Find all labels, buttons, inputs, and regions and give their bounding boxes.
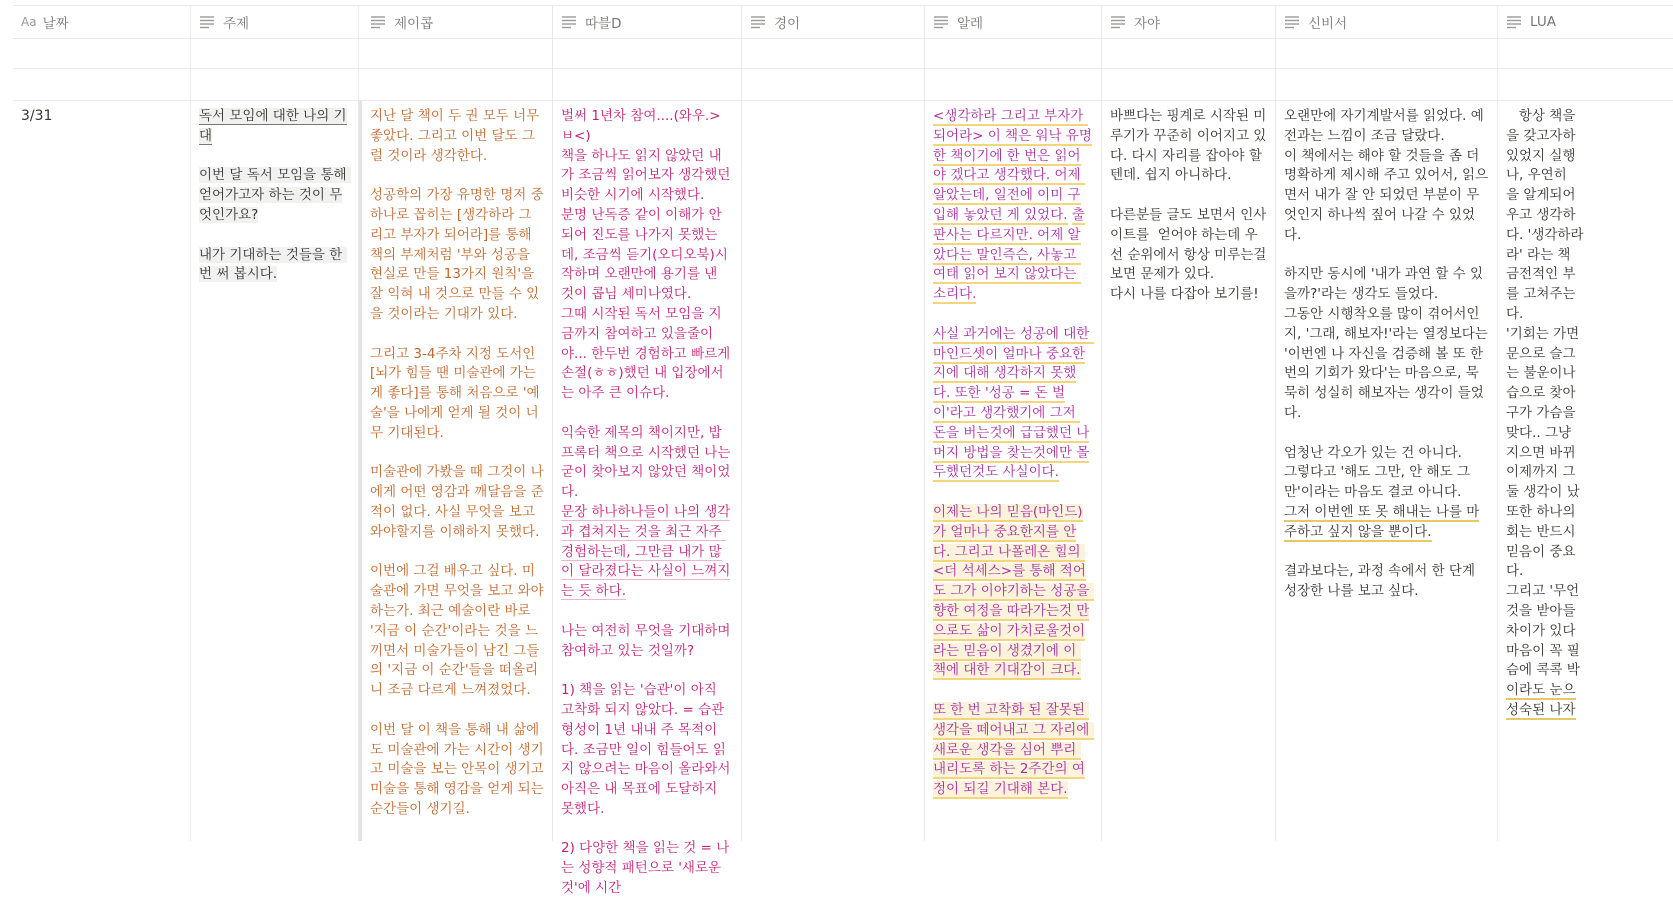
jacob-paragraph: 이번 달 이 책을 통해 내 삶에도 미술관에 가는 시간이 생기고 미술을 보는 안목이 생기고 미술을 통해 영감을 얻게 되는 순간들이 생기길.: [370, 721, 548, 817]
cell-jacob[interactable]: [362, 37, 553, 68]
text-lines-icon: [1506, 15, 1522, 29]
table-row[interactable]: [13, 69, 1673, 101]
column-header-label: 신비서: [1308, 16, 1348, 32]
text-lines-icon: [370, 15, 386, 29]
cell-ddd[interactable]: [553, 69, 742, 100]
column-header-label: 제이콥: [394, 16, 434, 32]
ddd-paragraph: 벌써 1년차 참여....(와우.>ㅂ<) 책을 하나도 읽지 않았던 내가 조금씩 읽어보자 생각했던 비슷한 시기에 시작했다.: [561, 108, 731, 204]
cell-sinbiseo[interactable]: [1276, 37, 1498, 68]
cell-gyeongi[interactable]: [742, 101, 925, 841]
cell-jacob[interactable]: [362, 69, 553, 100]
ddd-paragraph: 익숙한 제목의 책이지만, 밥프록터 책으로 시작했던 나는 굳이 찾아보지 않았던 책이었다.: [561, 424, 735, 501]
cell-jacob[interactable]: [362, 101, 553, 841]
jacob-paragraph: 성공학의 가장 유명한 명저 중 하나로 꼽히는 [생각하라 그리고 부자가 되어라]를 통해 책의 부제처럼 '부와 성공을 현실로 만들 13가지 원칙'을 잘 익혀 내 것으로 만들 수 있을 것이라는 기대가 있다.: [370, 187, 548, 322]
topic-title: 독서 모임에 대한 나의 기대: [199, 108, 347, 144]
jacob-paragraph: 그리고 3-4주차 지정 도서인 [뇌가 힘들 땐 미술관에 가는 게 좋다]를 통해 처음으로 '예술'을 나에게 얻게 될 것이 너무 기대된다.: [370, 345, 541, 441]
column-header-jaya[interactable]: [1102, 6, 1276, 38]
cell-lua[interactable]: [1498, 69, 1673, 100]
column-header-sinbiseo[interactable]: [1276, 6, 1498, 38]
column-header-label: 경이: [774, 16, 801, 32]
alle-highlighted-text: 또 한 번 고착화 된 잘못된 생각을 떼어내고 그 자리에 새로운 생각을 심어 뿌리 내리도록 하는 2주간의 여정이 되길 기대해 본다.: [933, 701, 1094, 798]
cell-ddd[interactable]: [553, 101, 742, 897]
column-header-label: 날짜: [42, 16, 69, 32]
column-header-label: LUA: [1530, 14, 1556, 30]
jaya-paragraph: 다른분들 글도 보면서 인사이트를 얻어야 하는데 우선 순위에서 항상 미루는걸 보면 문제가 있다. 다시 나를 다잡아 보기를!: [1110, 206, 1267, 303]
cell-date[interactable]: [13, 101, 191, 841]
cell-alle[interactable]: [925, 69, 1102, 100]
ddd-paragraph: 분명 난독증 같이 이해가 안되어 진도를 나가지 못했는데, 조금씩 듣기(오디오북)시작하며 오랜만에 용기를 낸 것이 콥님 세미나였다.: [561, 206, 728, 303]
cell-date[interactable]: [13, 37, 191, 68]
text-lines-icon: [561, 15, 577, 29]
ddd-highlighted-sentence: 문장 하나하나들이 나의 생각과 겹쳐지는 것을 최근 자주 경험하는데, 그만큼 내가 많이 달라졌다는 사실이 느껴지는 듯 하다.: [561, 503, 731, 600]
cell-alle[interactable]: [925, 37, 1102, 68]
column-header-topic[interactable]: [191, 6, 359, 38]
cell-ddd[interactable]: [553, 37, 742, 68]
column-header-lua[interactable]: [1498, 6, 1673, 38]
cell-date[interactable]: [13, 69, 191, 100]
column-header-date[interactable]: [13, 6, 191, 38]
text-lines-icon: [750, 15, 766, 29]
table-header: [13, 5, 1673, 39]
jacob-paragraph: 이번에 그걸 배우고 싶다. 미술관에 가면 무엇을 보고 와야 하는가. 최근 예술이란 바로 '지금 이 순간'이라는 것을 느끼면서 미술가들이 남긴 그들의 '지금 이 순간'들을 떠올리니 조금 다르게 느껴졌었다.: [370, 563, 548, 699]
cell-lua[interactable]: [1498, 101, 1673, 841]
cell-topic[interactable]: [191, 69, 359, 100]
column-header-label: 따블D: [585, 16, 622, 32]
column-header-alle[interactable]: [925, 6, 1102, 38]
cell-jaya[interactable]: [1102, 69, 1276, 100]
jacob-paragraph: 지난 달 책이 두 권 모두 너무 좋았다. 그리고 이번 달도 그럴 것이라 생각한다.: [370, 108, 544, 164]
ddd-paragraph: 나는 여전히 무엇을 기대하며 참여하고 있는 것일까?: [561, 622, 735, 659]
cell-gyeongi[interactable]: [742, 37, 925, 68]
topic-prompt: 내가 기대하는 것들을 한 번 써 봅시다.: [199, 246, 347, 283]
lua-paragraph: '기회는 가면 문으로 슬그 는 불운이나 습으로 찾아 구가 가슴을 맞다.. 그냥 지으면 바뀌 이제까지 그 둘 생각이 났 또한 하나의 회는 반드시 믿음이 중요 다. 그리고 '무언 것을 받아들 차이가 있다 마음이 꼭 필 슴에 콕콕 박: [1506, 325, 1580, 679]
text-lines-icon: [933, 15, 949, 29]
column-header-gyeongi[interactable]: [742, 6, 925, 38]
cell-sinbiseo[interactable]: [1276, 101, 1498, 841]
ddd-paragraph: 1) 책을 읽는 '습관'이 아직 고착화 되지 않았다. = 습관 형성이 1년 내내 주 목적이다. 조금만 일이 힘들어도 읽지 않으려는 마음이 올라와서 아직은 내 목표에 도달하지 못했다.: [561, 682, 735, 817]
sinbiseo-paragraph: 오랜만에 자기계발서를 읽었다. 예전과는 느낌이 조금 달랐다. 이 책에서는 해야 할 것들을 좀 더 명확하게 제시해 주고 있어서, 읽으면서 내가 잘 안 되었던 부분이 무엇인지 하나씩 짚어 나갈 수 있었다.: [1284, 108, 1489, 243]
cell-topic[interactable]: [191, 101, 359, 841]
sinbiseo-paragraph: 결과보다는, 과정 속에서 한 단계 성장한 나를 보고 싶다.: [1284, 563, 1480, 600]
cell-lua[interactable]: [1498, 37, 1673, 68]
alle-highlighted-text: 이제는 나의 믿음(마인드)가 얼마나 중요한지를 안다. 그리고 나폴레온 힐의 <더 석세스>를 통해 적어도 그가 이야기하는 성공을 향한 여정을 따라가는것 만으로도 삶이 가치로울것이라는 믿음이 생겼기에 이 책에 대한 기대감이 크다.: [933, 503, 1094, 679]
text-lines-icon: [1110, 15, 1126, 29]
table-row[interactable]: [13, 37, 1673, 69]
sinbiseo-highlighted-sentence: 그저 이번엔 또 못 해내는 나를 마주하고 싶지 않을 뿐이다.: [1284, 503, 1480, 540]
column-header-label: 자야: [1134, 16, 1161, 32]
ddd-paragraph: 그때 시작된 독서 모임을 지금까지 참여하고 있을줄이야... 한두번 경험하고 빠르게 손절(ㅎㅎ)했던 내 입장에서는 아주 큰 이슈다.: [561, 305, 735, 402]
lua-highlighted-sentence: 이라도 눈으 성숙된 나자: [1506, 682, 1576, 718]
alle-highlighted-text: 사실 과거에는 성공에 대한 마인드셋이 얼마나 중요한지에 대해 생각하지 못했다. 또한 '성공 = 돈 벌이'라고 생각했기에 그저 돈을 버는것에 급급했던 나머지 방법을 찾는것에만 몰두했던것도 사실이다.: [933, 325, 1094, 481]
title-aa-icon: Aa: [21, 15, 37, 29]
sinbiseo-paragraph: 엄청난 각오가 있는 건 아니다. 그렇다고 '해도 그만, 안 해도 그만'이라는 마음도 결코 아니다.: [1284, 444, 1470, 501]
cell-sinbiseo[interactable]: [1276, 69, 1498, 100]
alle-highlighted-text: <생각하라 그리고 부자가 되어라> 이 책은 워낙 유명한 책이기에 한 번은 읽어야 겠다고 생각했다. 어제 알았는데, 일전에 이미 구입해 놓았던 게 있었다.: [933, 108, 1092, 223]
column-header-label: 알레: [957, 16, 984, 32]
lua-paragraph: 항상 책을 을 갖고자하 있었지 실행 나, 우연히 을 알게되어 우고 생각하 다. '생각하라 라' 라는 책 금전적인 부 를 고쳐주는 다.: [1506, 108, 1584, 322]
sinbiseo-paragraph: 하지만 동시에 '내가 과연 할 수 있을까?'라는 생각도 들었다. 그동안 시행착오를 많이 겪어서인지, '그래, 해보자!'라는 열정보다는 '이번엔 나 자신을 검증해 볼 또 한 번의 기회가 왔다'는 마음으로, 묵묵히 성실히 해보자는 생각이 들었다.: [1284, 266, 1488, 421]
jacob-paragraph: 미술관에 가봤을 때 그것이 나에게 어떤 영감과 깨달음을 준 적이 없다. 사실 무엇을 보고 와야할지를 이해하지 못했다.: [370, 464, 548, 540]
cell-alle[interactable]: [925, 101, 1102, 841]
column-header-jacob[interactable]: [362, 6, 553, 38]
jaya-paragraph: 바쁘다는 핑계로 시작된 미루기가 꾸준히 이어지고 있다. 다시 자리를 잡아야 할텐데. 쉽지 아니하다.: [1110, 108, 1267, 184]
ddd-paragraph: 2) 다양한 책을 읽는 것 = 나는 성향적 패턴으로 '새로운 것'에 시간: [561, 840, 730, 897]
cell-jaya[interactable]: [1102, 37, 1276, 68]
cell-jaya[interactable]: [1102, 101, 1276, 841]
topic-question: 이번 달 독서 모임을 통해 얻어가고자 하는 것이 무엇인가요?: [199, 167, 351, 223]
table-row[interactable]: [13, 101, 1673, 897]
column-header-ddd[interactable]: [553, 6, 742, 38]
date-value: 3/31: [21, 108, 53, 124]
alle-highlighted-text: 출판사는 다르지만. 어제 알았다는 말인즉슨, 사놓고 여태 읽어 보지 않았다는 소리다.: [933, 206, 1085, 303]
cell-gyeongi[interactable]: [742, 69, 925, 100]
cell-topic[interactable]: [191, 37, 359, 68]
text-lines-icon: [1284, 15, 1300, 29]
column-header-label: 주제: [223, 16, 250, 32]
text-lines-icon: [199, 15, 215, 29]
